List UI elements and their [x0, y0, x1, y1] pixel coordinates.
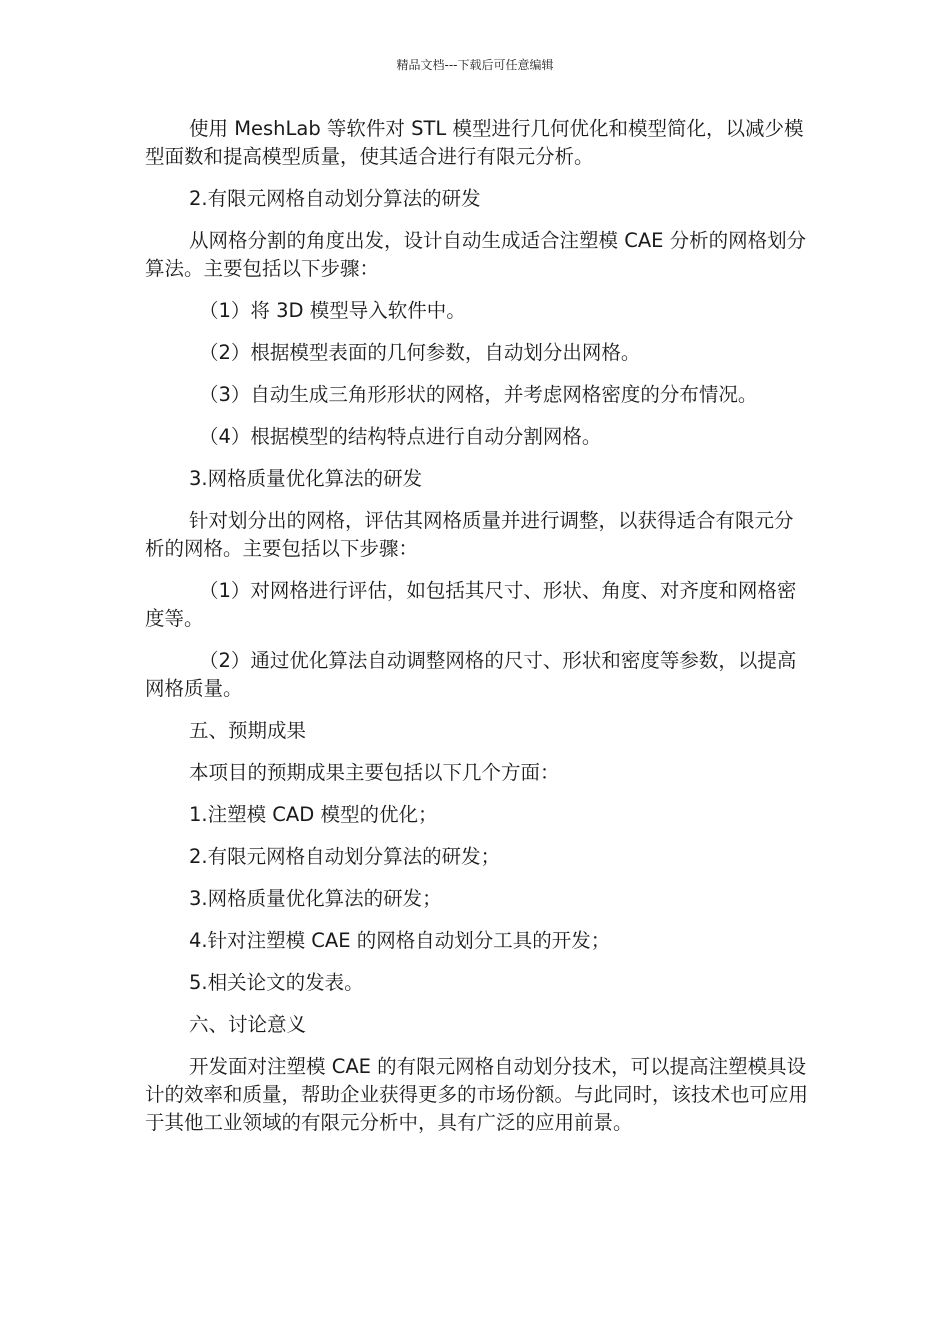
paragraph-quality-intro: 针对划分出的网格，评估其网格质量并进行调整，以获得适合有限元分析的网格。主要包括以下步骤：: [145, 509, 794, 560]
list-item-step-4: （4）根据模型的结构特点进行自动分割网格。: [199, 425, 602, 448]
paragraph-meshlab-optimization: 使用 MeshLab 等软件对 STL 模型进行几何优化和模型简化，以减少模型面数和提高模型质量，使其适合进行有限元分析。: [145, 117, 804, 168]
paragraph-significance: 开发面对注塑模 CAE 的有限元网格自动划分技术，可以提高注塑模具设计的效率和质量，帮助企业获得更多的市场份额。与此同时，该技术也可应用于其他工业领域的有限元分析中，具有广泛的应用前景。: [145, 1055, 809, 1134]
list-item-step-3: （3）自动生成三角形形状的网格，并考虑网格密度的分布情况。: [199, 383, 758, 406]
section-heading-quality-algorithm: 3.网格质量优化算法的研发: [189, 467, 423, 490]
section-heading-expected-results: 五、预期成果: [189, 719, 307, 742]
list-item-step-2: （2）根据模型表面的几何参数，自动划分出网格。: [199, 341, 641, 364]
list-item-result-4: 4.针对注塑模 CAE 的网格自动划分工具的开发；: [189, 929, 611, 952]
list-item-quality-step-1: （1）对网格进行评估，如包括其尺寸、形状、角度、对齐度和网格密度等。: [145, 579, 797, 630]
list-item-result-5: 5.相关论文的发表。: [189, 971, 364, 994]
list-item-result-2: 2.有限元网格自动划分算法的研发；: [189, 845, 501, 868]
page-header: 精品文档---下载后可任意编辑: [396, 58, 554, 72]
section-heading-significance: 六、讨论意义: [189, 1013, 307, 1036]
list-item-result-1: 1.注塑模 CAD 模型的优化；: [189, 803, 438, 826]
section-heading-mesh-algorithm: 2.有限元网格自动划分算法的研发: [189, 187, 481, 210]
list-item-quality-step-2: （2）通过优化算法自动调整网格的尺寸、形状和密度等参数，以提高网格质量。: [145, 649, 797, 700]
paragraph-expected-results-intro: 本项目的预期成果主要包括以下几个方面：: [189, 761, 560, 784]
paragraph-mesh-algorithm-intro: 从网格分割的角度出发，设计自动生成适合注塑模 CAE 分析的网格划分算法。主要包括以下步骤：: [145, 229, 807, 280]
list-item-result-3: 3.网格质量优化算法的研发；: [189, 887, 442, 910]
document-body: [145, 115, 810, 1151]
list-item-step-1: （1）将 3D 模型导入软件中。: [199, 299, 466, 322]
